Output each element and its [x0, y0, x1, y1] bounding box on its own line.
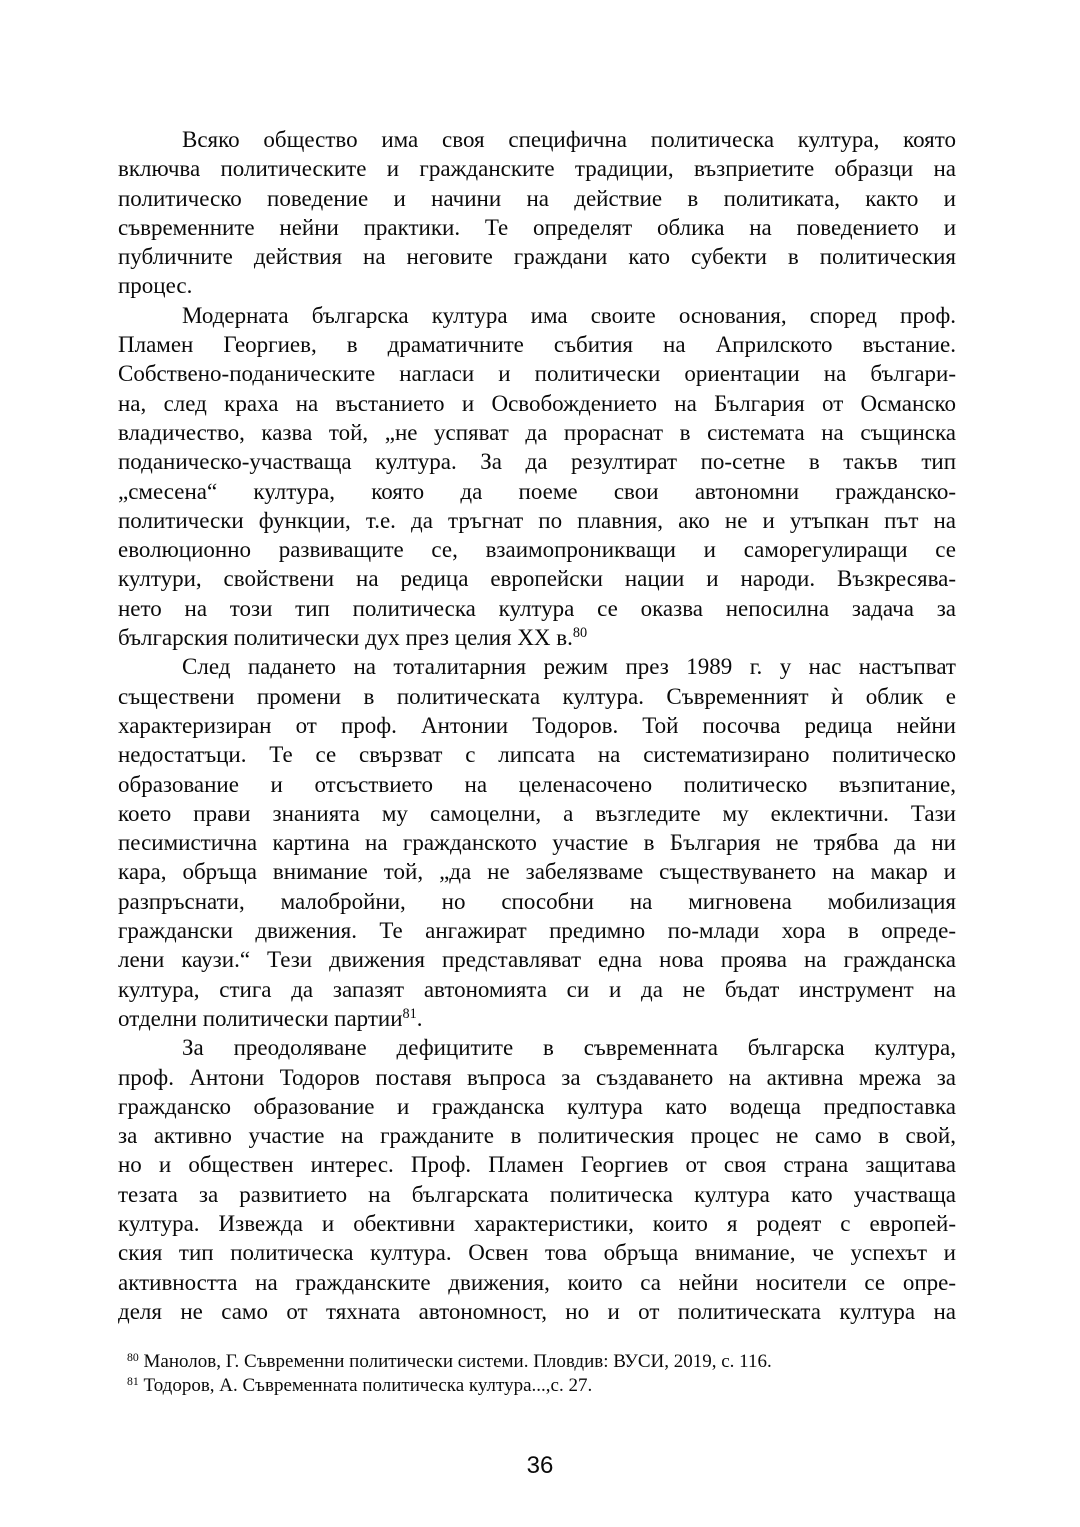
text-line: образование и отсъствието на целенасочено политическо възпитание, [118, 771, 956, 797]
text-line: „смесена“ култура, която да поеме свои автономни гражданско- [118, 478, 956, 504]
text-line: гражданско образование и гражданска култура като водеща предпоставка [118, 1093, 956, 1119]
text-line: Пламен Георгиев, в драматичните събития на Априлското въстание. [118, 332, 956, 358]
footnote-text: Тодоров, А. Съвременната политическа култура...,с. 27. [138, 1375, 593, 1396]
text-line: култура, стига да запазят автономията си и да не бъдат инструмент на [118, 976, 956, 1002]
paragraph [118, 652, 956, 1033]
text-line: съвременните нейни практики. Те определят облика на поведението и [118, 214, 956, 240]
footnote-text: Манолов, Г. Съвременни политически системи. Пловдив: ВУСИ, 2019, с. 116. [138, 1351, 772, 1372]
footnote-marker: 80 [127, 1351, 139, 1365]
footnote-reference: 81 [402, 1006, 417, 1023]
footnote [118, 1374, 956, 1398]
paragraph [118, 301, 956, 653]
text-line: съществени промени в политическата култура. Съвременният ѝ облик е [118, 683, 956, 709]
text-line: публичните действия на неговите граждани като субекти в политическия [118, 244, 956, 270]
paragraph [118, 1033, 956, 1326]
text-line: политически функции, т.е. да тръгнат по плавния, ако не и утъпкан път на [118, 507, 956, 533]
text-line: проф. Антони Тодоров поставя въпроса за създаването на активна мрежа за [118, 1064, 956, 1090]
text-line: процес. [118, 273, 193, 299]
text-line: деля не само от тяхната автономност, но и от политическата култура на [118, 1298, 956, 1324]
text-line: тезата за развитието на българската политическа култура като участваща [118, 1181, 956, 1207]
paragraph [118, 125, 956, 301]
text-line: недостатъци. Те се свързват с липсата на систематизирано политическо [118, 742, 956, 768]
footnotes [118, 1350, 956, 1398]
body-text [118, 125, 956, 1326]
text-line: активността на гражданските движения, които са нейни носители се опре- [118, 1269, 956, 1295]
page-number: 36 [526, 1452, 554, 1479]
text-line: Собствено-поданическите нагласи и политически ориентации на българи- [118, 361, 956, 387]
footnote-reference: 80 [572, 625, 588, 642]
text-line: но и обществен интерес. Проф. Пламен Георгиев от своя страна защитава [118, 1152, 956, 1178]
text-line: характеризиран от проф. Антонии Тодоров. Той посочва редица нейни [118, 712, 956, 738]
text-line: политическо поведение и начини на действие в политиката, както и [118, 185, 956, 211]
text-line: За преодоляване дефицитите в съвременната българска култура, [182, 1035, 956, 1061]
text-line: граждански движения. Те ангажират предимно по-млади хора в опреде- [118, 918, 956, 944]
text-line: Модерната българска култура има своите основания, според проф. [182, 302, 956, 328]
text-line: еволюционно развиващите се, взаимопроникващи и саморегулиращи се [118, 537, 956, 563]
text-line: кара, обръща внимание той, „да не забелязваме съществуването на макар и [118, 859, 956, 885]
text-line: култури, свойствени на редица европейски нации и народи. Възкресява- [118, 566, 956, 592]
text-line: ския тип политическа култура. Освен това обръща внимание, че успехът и [118, 1240, 956, 1266]
text-line: култура. Извежда и обективни характеристики, които я родеят с европей- [118, 1210, 956, 1236]
text-line: нето на този тип политическа култура се оказва непосилна задача за [118, 595, 956, 621]
text-line: Всяко общество има своя специфична политическа култура, която [182, 127, 956, 152]
text-line: българския политически дух през целия XX в.$^{80}$ [118, 625, 588, 651]
text-line: песимистична картина на гражданското участие в България не трябва да ни [118, 830, 956, 856]
footnote-marker: 81 [127, 1375, 139, 1389]
text-line: владичество, казва той, „не успяват да прораснат в системата на същинска [118, 419, 956, 445]
text-line: което прави знанията му самоцелни, а възгледите му еклектични. Тази [118, 800, 956, 826]
text-line: разпръснати, малобройни, но способни на мигновена мобилизация [118, 888, 956, 914]
text-line: лени каузи.“ Тези движения представляват една нова проява на гражданска [118, 947, 956, 973]
text-line: отделни политически партии$^{81}$. [118, 1005, 423, 1031]
text-line: поданическо-участваща култура. За да резултират по-сетне в такъв тип [118, 449, 956, 475]
text-line: включва политическите и гражданските традиции, възприетите образци на [118, 156, 956, 182]
text-line: за активно участие на гражданите в политическия процес не само в свой, [118, 1123, 956, 1149]
footnote [118, 1350, 956, 1374]
text-line: на, след краха на въстанието и Освобождението на България от Османско [118, 390, 956, 416]
text-line: След падането на тоталитарния режим през 1989 г. у нас настъпват [182, 654, 956, 680]
